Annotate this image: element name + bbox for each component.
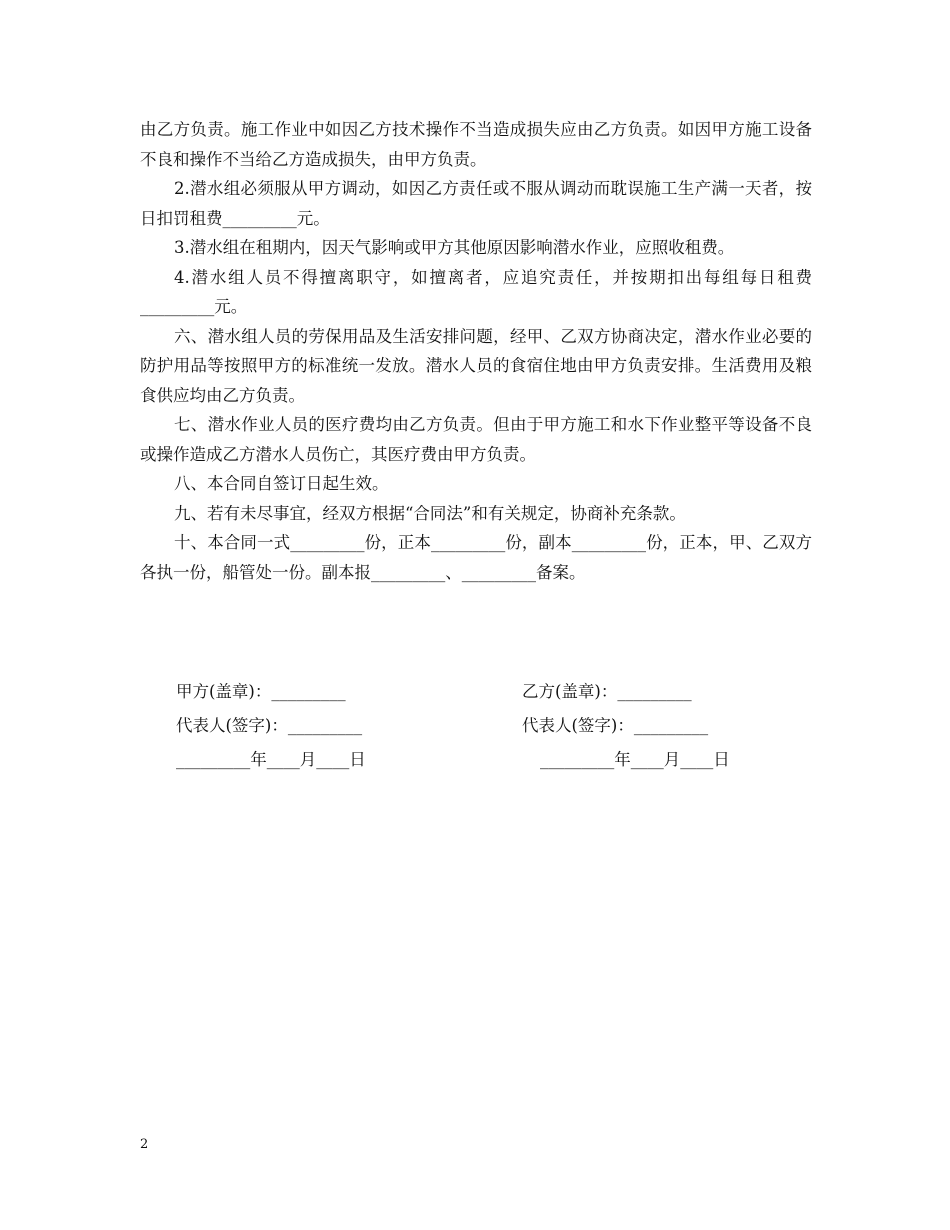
party-b-representative: 代表人(签字)：_________ xyxy=(522,716,709,735)
paragraph-6: 七、潜水作业人员的医疗费均由乙方负责。但由于甲方施工和水下作业整平等设备不良或操作造成乙方潜水人员伤亡，其医疗费由甲方负责。 xyxy=(140,415,812,464)
signature-block xyxy=(176,678,816,780)
paragraph-4: 4.潜水组人员不得擅离职守，如擅离者，应追究责任，并按期扣出每组每日租费_________元。 xyxy=(140,267,812,316)
representative-row xyxy=(176,712,816,746)
paragraph-7: 八、本合同自签订日起生效。 xyxy=(174,474,389,493)
date-row xyxy=(176,746,816,780)
paragraph-2: 2.潜水组必须服从甲方调动，如因乙方责任或不服从调动而耽误施工生产满一天者，按日扣罚租费_________元。 xyxy=(140,179,812,228)
paragraph-3: 3.潜水组在租期内，因天气影响或甲方其他原因影响潜水作业，应照收租费。 xyxy=(174,238,735,257)
party-b-seal: 乙方(盖章)：_________ xyxy=(522,682,692,701)
party-a-representative: 代表人(签字)：_________ xyxy=(176,716,363,735)
paragraph-5: 六、潜水组人员的劳保用品及生活安排问题，经甲、乙双方协商决定，潜水作业必要的防护用品等按照甲方的标准统一发放。潜水人员的食宿住地由甲方负责安排。生活费用及粮食供应均由乙方负责。 xyxy=(140,326,812,405)
party-a-seal: 甲方(盖章)：_________ xyxy=(176,682,346,701)
contract-body xyxy=(140,115,812,587)
paragraph-9: 十、本合同一式_________份，正本_________份，副本_________份，正本，甲、乙双方各执一份，船管处一份。副本报_________、_________备案。 xyxy=(140,533,812,582)
paragraph-8: 九、若有未尽事宜，经双方根据“合同法”和有关规定，协商补充条款。 xyxy=(174,503,686,523)
party-b-date: _________年____月____日 xyxy=(540,750,730,769)
page-number: 2 xyxy=(140,1137,149,1152)
seal-row xyxy=(176,678,816,712)
paragraph-1: 由乙方负责。施工作业中如因乙方技术操作不当造成损失应由乙方负责。如因甲方施工设备不良和操作不当给乙方造成损失，由甲方负责。 xyxy=(140,120,812,169)
party-a-date: _________年____月____日 xyxy=(176,750,366,769)
